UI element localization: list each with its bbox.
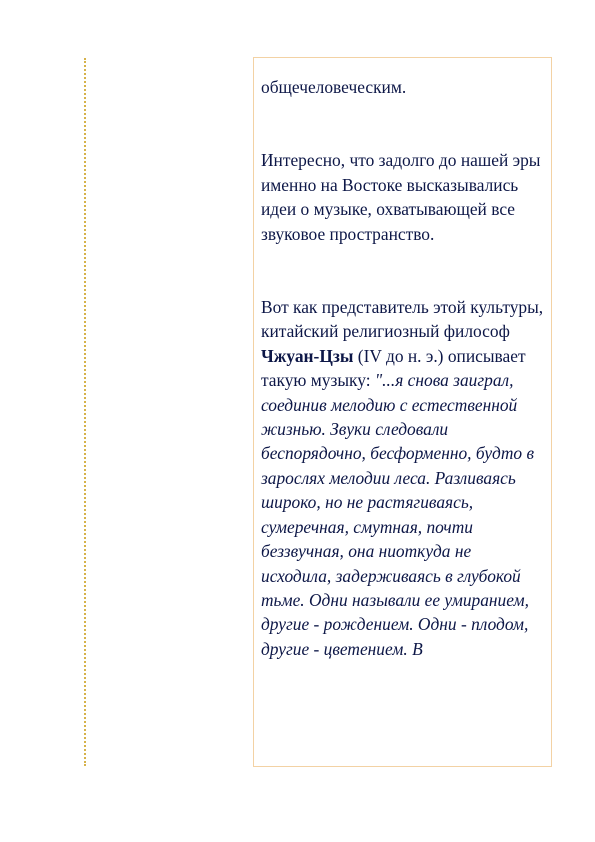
text-frame <box>253 57 552 767</box>
paragraph-3-lead: Вот как представитель этой культуры, китайский религиозный философ <box>261 297 544 342</box>
paragraph-1 <box>261 75 545 99</box>
paragraph-3 <box>261 295 545 661</box>
paragraph-2 <box>261 148 545 246</box>
margin-dotted-rule <box>84 58 86 766</box>
philosopher-name: Чжуан-Цзы <box>261 345 354 366</box>
paragraph-1-text: общечеловеческим. <box>261 77 407 97</box>
paragraph-2-text: Интересно, что задолго до нашей эры именно на Востоке высказывались идеи о музыке, охватывающей все звуковое пространство. <box>261 150 541 244</box>
quotation: "...я снова заиграл, соединив мелодию с естественной жизнью. Звуки следовали беспорядочно, бесформенно, будто в зарослях мелодии леса. Разливаясь широко, но не растягиваясь, сумеречная, смутная, почти беззвучная, она ниоткуда не исходила, задерживаясь в глубокой тьме. Одни называли ее умиранием, другие - рождением. Одни - плодом, другие - цветением. В <box>261 370 535 659</box>
paragraph-3-mid: (IV до н. э.) описывает такую музыку: <box>261 345 526 391</box>
